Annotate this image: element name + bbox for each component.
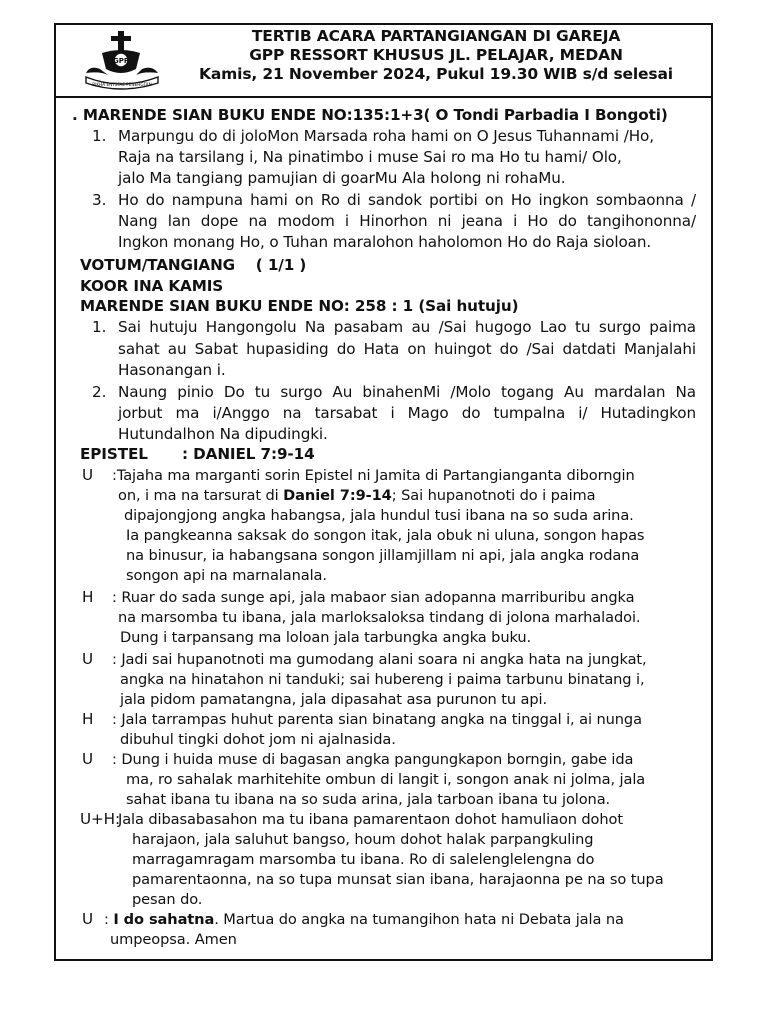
hymn2-verse2-line2: jorbut ma i/Anggo na tarsabat i Mago do tumpalna i/ Hutadingkon bbox=[118, 404, 696, 422]
response-line: dibuhul tingki dohot jom ni ajalnasida. bbox=[120, 731, 396, 748]
church-logo bbox=[80, 29, 164, 93]
response-line: Dung i tarpansang ma loloan jala tarbungka angka buku. bbox=[120, 629, 532, 646]
response-line: marragamragam marsomba tu ibana. Ro di salelenglelengna do bbox=[132, 851, 595, 868]
speaker-label: H bbox=[82, 588, 94, 606]
response-line: : Jala tarrampas huhut parenta sian binatang angka na tinggal i, ai nunga bbox=[112, 711, 642, 728]
hymn1-verse3-line2: Nang lan dope na modom i Hinorhon ni jeana i Ho do tangihononna/ bbox=[118, 212, 696, 230]
response-line: umpeopsa. Amen bbox=[110, 931, 237, 948]
response-line: : Jadi sai hupanotnoti ma gumodang alani soara ni angka hata na jungkat, bbox=[112, 651, 647, 668]
response-line: jala pidom pamatangna, jala dipasahat asa purunon tu api. bbox=[120, 691, 548, 708]
svg-text:GPP: GPP bbox=[112, 57, 130, 65]
hymn2-verse1-line1: Sai hutuju Hangongolu Na pasabam au /Sai hugogo Lao tu surgo paima bbox=[118, 318, 696, 336]
response-line: :Tajaha ma marganti sorin Epistel ni Jamita di Partangianganta diborngin bbox=[112, 467, 635, 484]
response-line: na binusur, ia habangsana songon jillamjillam ni api, jala angka rodana bbox=[126, 547, 640, 564]
hymn1-verse1-line2: Raja na tarsilang i, Na pinatimbo i muse Sai ro ma Ho tu hami/ Olo, bbox=[118, 148, 622, 166]
closing-phrase: I do sahatna bbox=[113, 911, 215, 928]
response-line: : Dung i huida muse di bagasan angka pangungkapon borngin, gabe ida bbox=[112, 751, 634, 768]
hymn1-verse1-line3: jalo Ma tangiang pamujian di goarMu Ala holong ni rohaMu. bbox=[118, 169, 566, 187]
koor-heading: KOOR INA KAMIS bbox=[80, 277, 224, 295]
hymn2-verse1-number: 1. bbox=[92, 318, 107, 336]
hymn1-title: . MARENDE SIAN BUKU ENDE NO:135:1+3( O Tondi Parbadia I Bongoti) bbox=[72, 106, 668, 124]
header-line-1: TERTIB ACARA PARTANGIANGAN DI GAREJA bbox=[251, 27, 621, 45]
response-line: Jala dibasabasahon ma tu ibana pamarentaon dohot hamuliaon dohot bbox=[118, 811, 623, 828]
response-line: songon api na marnalanala. bbox=[126, 567, 327, 584]
votum-heading: VOTUM/TANGIANG ( 1/1 ) bbox=[80, 256, 307, 274]
response-line: dipajongjong angka habangsa, jala hundul tusi ibana na so suda arina. bbox=[124, 507, 634, 524]
response-line: na marsomba tu ibana, jala marloksaloksa tindang di jolona marhaladoi. bbox=[118, 609, 641, 626]
header-line-3: Kamis, 21 November 2024, Pukul 19.30 WIB s/d selesai bbox=[199, 65, 673, 83]
speaker-label: U bbox=[82, 910, 94, 928]
speaker-label: U bbox=[82, 466, 94, 484]
hymn1-verse3-line1: Ho do nampuna hami on Ro di sandok portibi on Ho ingkon sombaonna / bbox=[118, 191, 696, 209]
hymn1-verse1-line1: Marpungu do di joloMon Marsada roha hami on O Jesus Tuhannami /Ho, bbox=[118, 127, 654, 145]
epistel-reference: : DANIEL 7:9-14 bbox=[182, 445, 315, 463]
response-line: harajaon, jala saluhut bangso, houm dohot halak parpangkuling bbox=[132, 831, 594, 848]
response-line: angka na hinatahon ni tanduki; sai hubereng i paima tarbunu binatang i, bbox=[120, 671, 645, 688]
speaker-label: H bbox=[82, 710, 94, 728]
speaker-label: U bbox=[82, 750, 94, 768]
daniel-reference: Daniel 7:9-14 bbox=[283, 487, 392, 504]
response-line: : Ruar do sada sunge api, jala mabaor sian adopanna marriburibu angka bbox=[112, 589, 635, 606]
response-line: pamarentaonna, na so tupa munsat sian ibana, harajaonna pe na so tupa bbox=[132, 871, 664, 888]
hymn2-verse2-line1: Naung pinio Do tu surgo Au binahenMi /Molo togang Au mardalan Na bbox=[118, 383, 696, 401]
header-line-2: GPP RESSORT KHUSUS JL. PELAJAR, MEDAN bbox=[249, 46, 623, 64]
response-line: on, i ma na tarsurat di Daniel 7:9-14; Sai hupanotnoti do i paima bbox=[118, 487, 596, 504]
hymn1-verse3-line3: Ingkon monang Ho, o Tuhan maralohon haholomon Ho do Raja sioloan. bbox=[118, 233, 652, 251]
hymn2-verse1-line2: sahat au Sabat hupasiding do Hata on huingot do /Sai datdati Manjalahi bbox=[118, 340, 696, 358]
response-line: sahat ibana tu ibana na so suda arina, jala tarboan ibana tu jolona. bbox=[126, 791, 611, 808]
hymn2-verse2-line3: Hutundalhon Na dipudingki. bbox=[118, 425, 328, 443]
svg-text:BIKHA ENTSFAE PENEHGTAN: BIKHA ENTSFAE PENEHGTAN bbox=[92, 82, 152, 87]
response-line: Ia pangkeanna saksak do songon itak, jala obuk ni uluna, songon hapas bbox=[126, 527, 645, 544]
response-line: ma, ro sahalak marhitehite ombun di langit i, songon anak ni jolma, jala bbox=[126, 771, 646, 788]
speaker-label: U+H: bbox=[80, 810, 120, 828]
response-line: : I do sahatna. Martua do angka na tumangihon hata ni Debata jala na bbox=[104, 911, 624, 928]
hymn2-title: MARENDE SIAN BUKU ENDE NO: 258 : 1 (Sai hutuju) bbox=[80, 297, 519, 315]
epistel-label: EPISTEL bbox=[80, 445, 148, 463]
speaker-label: U bbox=[82, 650, 94, 668]
response-line: pesan do. bbox=[132, 891, 203, 908]
document-header bbox=[56, 25, 711, 98]
hymn1-verse3-number: 3. bbox=[92, 191, 107, 209]
hymn2-verse1-line3: Hasonangan i. bbox=[118, 361, 226, 379]
header-title bbox=[176, 27, 696, 84]
hymn2-verse2-number: 2. bbox=[92, 383, 107, 401]
hymn1-verse1-number: 1. bbox=[92, 127, 107, 145]
